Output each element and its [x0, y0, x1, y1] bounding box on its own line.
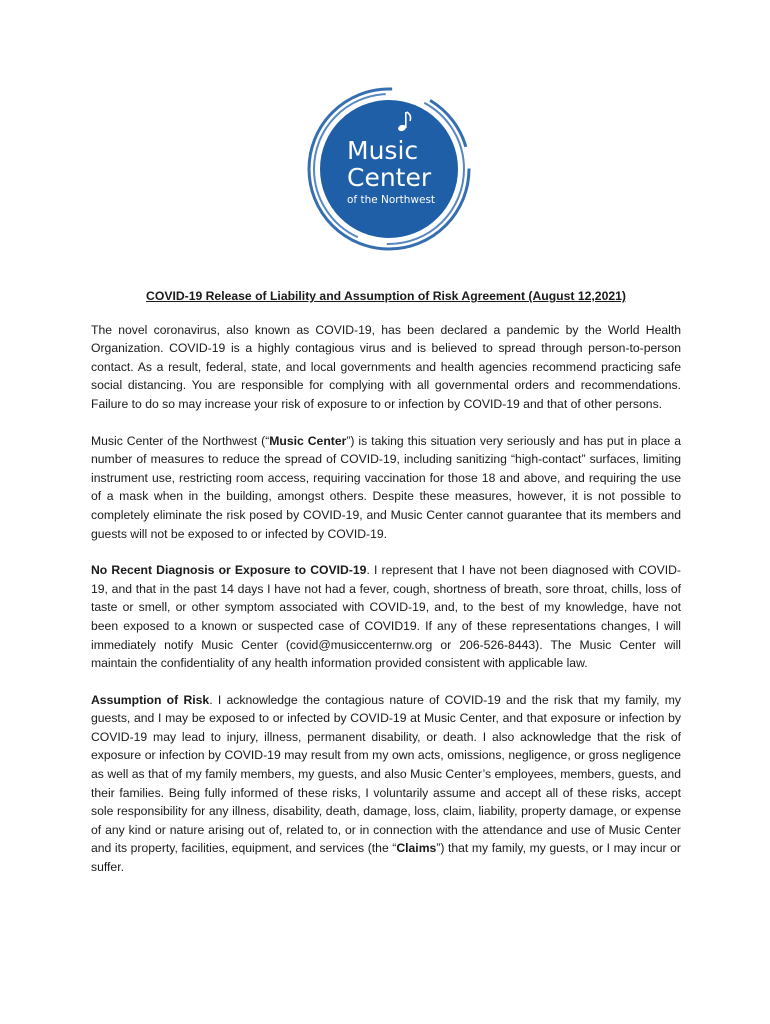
assumption-of-risk-heading: Assumption of Risk: [91, 692, 210, 707]
music-center-logo: [304, 84, 474, 254]
claims-defined-term: Claims: [396, 841, 437, 856]
no-recent-diagnosis-heading: No Recent Diagnosis or Exposure to COVID-19: [91, 563, 367, 578]
logo-line-center: Center: [347, 163, 432, 192]
music-center-defined-term: Music Center: [269, 433, 347, 448]
document-title: COVID-19 Release of Liability and Assumption of Risk Agreement (August 12,2021): [146, 289, 626, 303]
paragraph-measures-text-2: ”) is taking this situation very seriously and has put in place a number of measures to reduce the spread of COVID-19, including sanitizing “high-contact” surfaces, limiting instrument use, restricting room access, requiring vaccination for those 18 and above, and requiring the use of a mask when in the building, amongst others. Despite these measures, however, it is not possible to completely eliminate the risk posed by COVID-19, and Music Center cannot guarantee that its members and guests will not be exposed to or infected by COVID-19.: [91, 433, 682, 541]
paragraph-no-recent-diagnosis: [91, 561, 681, 673]
logo-emblem: [304, 84, 474, 254]
paragraph-measures-text-1: Music Center of the Northwest (“: [91, 433, 270, 448]
logo-line-music: Music: [347, 136, 419, 165]
paragraph-measures: [91, 432, 681, 544]
agreement-document: [91, 287, 681, 895]
no-recent-diagnosis-text: . I represent that I have not been diagnosed with COVID-19, and that in the past 14 days I have not had a fever, cough, shortness of breath, sore throat, chills, loss of taste or smell, or other symptom associated with COVID-19, and, to the best of my knowledge, have not been exposed to a known or suspected case of COVID19. If any of these representations changes, I will immediately notify Music Center (covid@musiccenternw.org or 206-526-8443). The Music Center will maintain the confidentiality of any health information provided consistent with applicable law.: [91, 563, 681, 671]
logo-line-northwest: of the Northwest: [347, 194, 436, 206]
paragraph-assumption-of-risk: [91, 691, 681, 877]
paragraph-intro: The novel coronavirus, also known as COVID-19, has been declared a pandemic by the World Health Organization. COVID-19 is a highly contagious virus and is believed to spread through person-to-person contact. As a result, federal, state, and local governments and health agencies recommend practicing safe social distancing. You are responsible for complying with all governmental orders and recommendations. Failure to do so may increase your risk of exposure to or infection by COVID-19 and that of other persons.: [91, 322, 681, 411]
assumption-of-risk-text-1: . I acknowledge the contagious nature of COVID-19 and the risk that my family, my guests, and I may be exposed to or infected by COVID-19 at Music Center, and that exposure or infection by COVID-19 may lead to injury, illness, permanent disability, or death. I also acknowledge that the risk of exposure or infection by COVID-19 may result from my own acts, omissions, negligence, or gross negligence as well as that of my family members, my guests, and also Music Center’s employees, members, guests, and their families. Being fully informed of these risks, I voluntarily assume and accept all of these risks, accept sole responsibility for any illness, disability, death, damage, loss, claim, liability, property damage, or expense of any kind or nature arising out of, related to, or in connection with the attendance and use of Music Center and its property, facilities, equipment, and services (the “: [91, 692, 681, 856]
assumption-of-risk-text-2: ”) that my family, my guests, or I may incur or suffer.: [91, 841, 681, 875]
